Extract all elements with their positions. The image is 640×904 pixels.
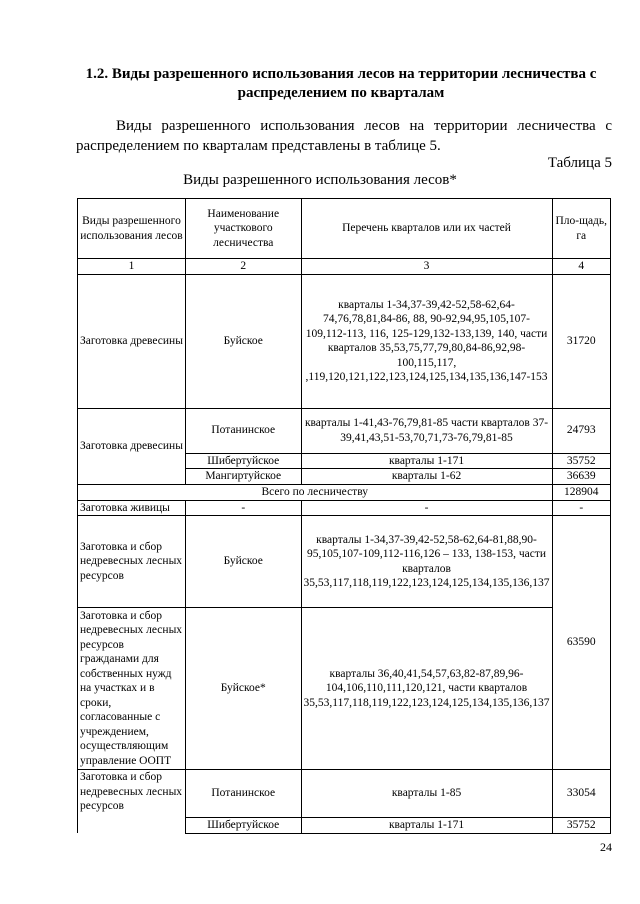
cell-forestry: Потанинское bbox=[185, 770, 301, 818]
cell-quarters: кварталы 1-85 bbox=[301, 770, 552, 818]
col-number: 2 bbox=[185, 259, 301, 275]
page-number: 24 bbox=[600, 840, 612, 854]
cell-area: 31720 bbox=[552, 274, 611, 408]
cell-type: Заготовка древесины bbox=[78, 408, 186, 484]
col-number: 3 bbox=[301, 259, 552, 275]
cell-type: Заготовка и сбор недревесных лесных ресурсов bbox=[78, 770, 186, 834]
table-header-row bbox=[78, 199, 611, 259]
header-area: Пло-щадь, га bbox=[552, 199, 611, 259]
cell-type: Заготовка древесины bbox=[78, 274, 186, 408]
cell-type: Заготовка живицы bbox=[78, 500, 186, 516]
cell-quarters: кварталы 36,40,41,54,57,63,82-87,89,96-104,106,110,111,120,121, части кварталов 35,53,117,118,119,122,123,124,125,134,135,136,137 bbox=[301, 608, 552, 770]
cell-forestry: Шибертуйское bbox=[185, 453, 301, 469]
cell-area: 35752 bbox=[552, 818, 611, 834]
total-label: Всего по лесничеству bbox=[78, 484, 553, 500]
cell-type: Заготовка и сбор недревесных лесных ресурсов bbox=[78, 516, 186, 608]
cell-area: 36639 bbox=[552, 469, 611, 485]
cell-quarters: кварталы 1-34,37-39,42-52,58-62,64-74,76,78,81,84-86, 88, 90-92,94,95,105,107-109,112-113, 116, 125-129,132-133,139, 140, части кварталов 35,53,75,77,79,80,84-86,92,98-100,115,117, ,119,120,121,122,123,124,125,134,135,136,147-153 bbox=[301, 274, 552, 408]
header-quarters: Перечень кварталов или их частей bbox=[301, 199, 552, 259]
total-row bbox=[78, 484, 611, 500]
cell-forestry: - bbox=[185, 500, 301, 516]
cell-forestry: Мангиртуйское bbox=[185, 469, 301, 485]
col-number: 1 bbox=[78, 259, 186, 275]
cell-quarters: кварталы 1-171 bbox=[301, 453, 552, 469]
table-row bbox=[78, 500, 611, 516]
table-label: Таблица 5 bbox=[547, 155, 612, 171]
cell-quarters: - bbox=[301, 500, 552, 516]
cell-area: 63590 bbox=[552, 516, 611, 770]
header-type: Виды разрешенного использования лесов bbox=[78, 199, 186, 259]
table-row bbox=[78, 770, 611, 818]
total-area: 128904 bbox=[552, 484, 611, 500]
header-forestry: Наименование участкового лесничества bbox=[185, 199, 301, 259]
cell-forestry: Буйское* bbox=[185, 608, 301, 770]
table-row bbox=[78, 516, 611, 608]
cell-area: 35752 bbox=[552, 453, 611, 469]
cell-area: 24793 bbox=[552, 408, 611, 453]
cell-quarters: кварталы 1-41,43-76,79,81-85 части кварталов 37-39,41,43,51-53,70,71,73-76,79,81-85 bbox=[301, 408, 552, 453]
cell-forestry: Буйское bbox=[185, 516, 301, 608]
cell-forestry: Потанинское bbox=[185, 408, 301, 453]
cell-forestry: Шибертуйское bbox=[185, 818, 301, 834]
intro-paragraph: Виды разрешенного использования лесов на территории лесничества с распределением по кварталам представлены в таблице 5. bbox=[76, 118, 612, 154]
cell-quarters: кварталы 1-171 bbox=[301, 818, 552, 834]
forest-use-table bbox=[77, 198, 611, 834]
table-row bbox=[78, 274, 611, 408]
cell-forestry: Буйское bbox=[185, 274, 301, 408]
table-row bbox=[78, 408, 611, 453]
cell-area: - bbox=[552, 500, 611, 516]
section-heading: 1.2. Виды разрешенного использования лесов на территории лесничества с распределением по кварталам bbox=[85, 66, 597, 101]
table-caption: Виды разрешенного использования лесов* bbox=[183, 172, 457, 188]
cell-area: 33054 bbox=[552, 770, 611, 818]
cell-type: Заготовка и сбор недревесных лесных ресурсов гражданами для собственных нужд на участках и в сроки, согласованные с учреждением, осуществляющим управление ООПТ bbox=[78, 608, 186, 770]
cell-quarters: кварталы 1-34,37-39,42-52,58-62,64-81,88,90-95,105,107-109,112-116,126 – 133, 138-153, части кварталов 35,53,117,118,119,122,123,124,125,134,135,136,137 bbox=[301, 516, 552, 608]
cell-quarters: кварталы 1-62 bbox=[301, 469, 552, 485]
table-row bbox=[78, 608, 611, 770]
column-number-row bbox=[78, 259, 611, 275]
col-number: 4 bbox=[552, 259, 611, 275]
